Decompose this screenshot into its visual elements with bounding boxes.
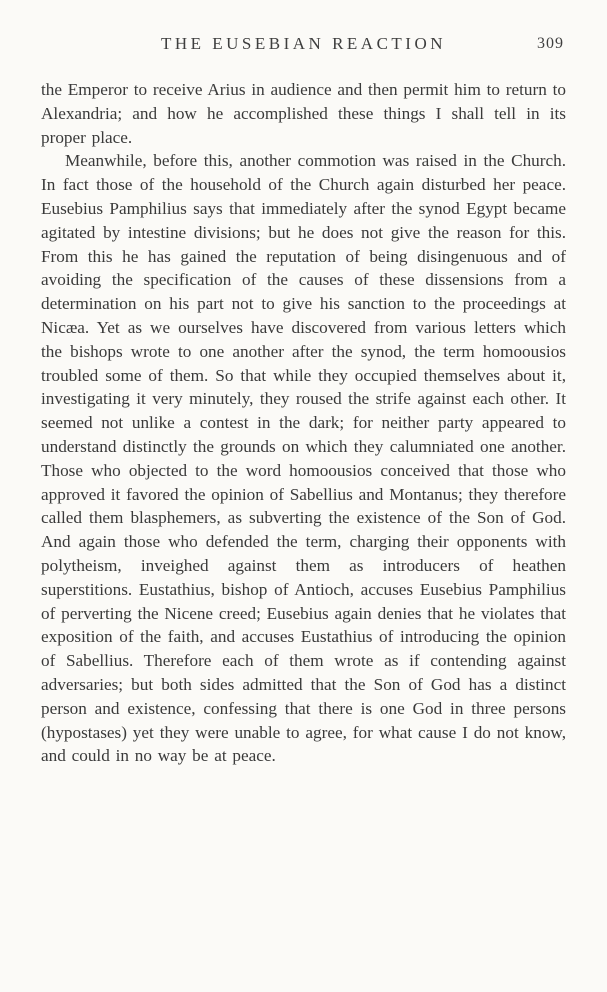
running-header (41, 34, 566, 60)
body-text (41, 78, 566, 768)
paragraph-main: Meanwhile, before this, another commotion was raised in the Church. In fact those of the household of the Church again disturbed her peace. Eusebius Pamphilius says that immediately after the synod Egypt became agitated by intestine divisions; but he does not give the reason for this. From this he has gained the reputation of being disingenuous and of avoiding the specification of the causes of these dissensions from a determination on his part not to give his sanction to the proceedings at Nicæa. Yet as we ourselves have discovered from various letters which the bishops wrote to one another after the synod, the term homoousios troubled some of them. So that while they occupied themselves about it, investigating it very minutely, they roused the strife against each other. It seemed not unlike a contest in the dark; for neither party appeared to understand distinctly the grounds on which they calumniated one another. Those who objected to the word homoousios conceived that those who approved it favored the opinion of Sabellius and Montanus; they therefore called them blasphemers, as subverting the existence of the Son of God. And again those who defended the term, charging their opponents with polytheism, inveighed against them as introducers of heathen superstitions. Eustathius, bishop of Antioch, accuses Eusebius Pamphilius of perverting the Nicene creed; Eusebius again denies that he violates that exposition of the faith, and accuses Eustathius of introducing the opinion of Sabellius. Therefore each of them wrote as if contending against adversaries; but both sides admitted that the Son of God has a distinct person and existence, confessing that there is one God in three persons (hypostases) yet they were unable to agree, for what cause I do not know, and could in no way be at peace. (41, 151, 566, 766)
page-number: 309 (537, 35, 564, 52)
paragraph-continuation: the Emperor to receive Arius in audience and then permit him to return to Alexandria; and how he accomplished these things I shall tell in its proper place. (41, 80, 566, 147)
page-title: THE EUSEBIAN REACTION (160, 34, 447, 53)
